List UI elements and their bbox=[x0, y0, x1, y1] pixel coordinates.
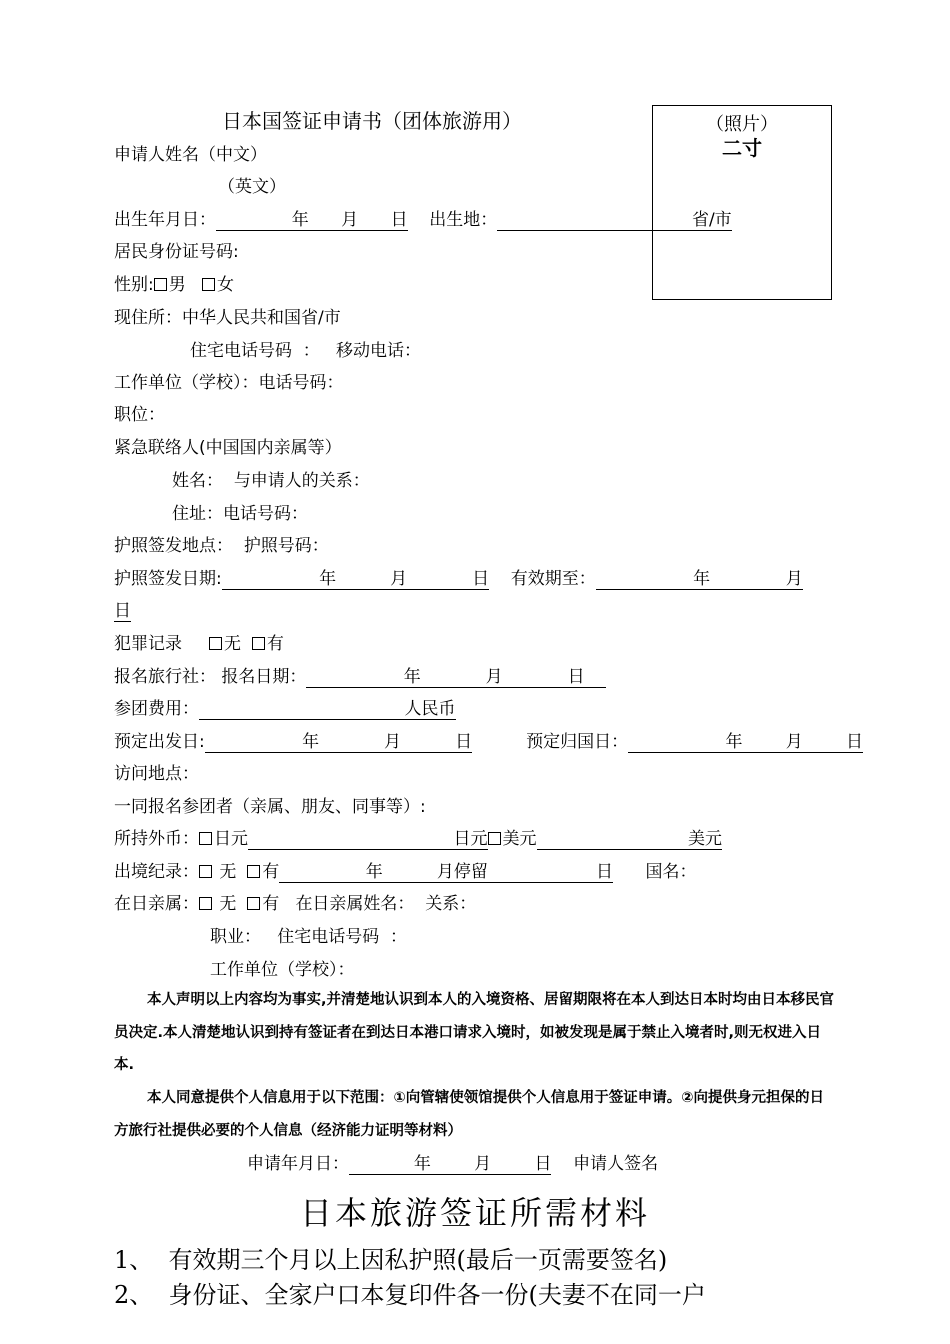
female-checkbox[interactable] bbox=[202, 278, 215, 291]
currency-row: 所持外币： 日元 日元 美元 美元 bbox=[114, 829, 722, 849]
address-field: 现住所：中华人民共和国省/市 bbox=[114, 308, 341, 328]
signature-row: 申请年月日： 年 月 日 申请人签名 bbox=[247, 1154, 659, 1174]
jpy-checkbox[interactable] bbox=[199, 832, 212, 845]
exit-none-checkbox[interactable] bbox=[199, 865, 212, 878]
materials-title: 日本旅游签证所需材料 bbox=[299, 1194, 650, 1232]
usd-underline: 美元 bbox=[537, 829, 722, 850]
apply-date-underline: 年 月 日 bbox=[306, 667, 606, 688]
photo-box bbox=[652, 105, 832, 300]
exit-record-row: 出境纪录： 无 有 年 月停留 日 国名： bbox=[114, 862, 697, 882]
agency-row: 报名旅行社： 报名日期： 年 月 日 bbox=[114, 666, 606, 688]
criminal-row: 犯罪记录 无 有 bbox=[114, 634, 284, 654]
sex-field: 性别: 男 女 bbox=[114, 275, 234, 295]
photo-size: 二寸 bbox=[722, 136, 762, 160]
name-en-field: （英文） bbox=[218, 177, 286, 197]
exit-underline: 年 月停留 日 bbox=[279, 862, 613, 883]
declaration-para2: 本人同意提供个人信息用于以下范围：①向管辖使领馆提供个人信息用于签证申请。②向提供身元担保的日方旅行社提供必要的个人信息（经济能力证明等材料） bbox=[114, 1090, 825, 1139]
name-cn-field: 申请人姓名（中文） bbox=[114, 145, 267, 165]
criminal-none-checkbox[interactable] bbox=[209, 637, 222, 650]
male-checkbox[interactable] bbox=[154, 278, 167, 291]
companions-field: 一同报名参团者（亲属、朋友、同事等）: bbox=[114, 797, 426, 817]
mobile-label: 移动电话： bbox=[336, 341, 422, 361]
valid-until-underline: 年 月 bbox=[596, 569, 803, 590]
id-number-field: 居民身份证号码: bbox=[114, 242, 239, 262]
position-field: 职位： bbox=[114, 405, 165, 425]
passport-row: 护照签发地点： 护照号码： bbox=[114, 536, 329, 556]
form-title: 日本国签证申请书（团体旅游用） bbox=[222, 109, 522, 133]
relatives-yes-checkbox[interactable] bbox=[247, 897, 260, 910]
dob-underline: 年 月 日 bbox=[216, 210, 408, 231]
employer-field: 工作单位（学校）：电话号码： bbox=[114, 373, 344, 393]
phone-row bbox=[190, 340, 421, 362]
valid-until-day: 日 bbox=[114, 601, 131, 621]
passport-issue-row: 护照签发日期: 年 月 日 有效期至： 年 月 bbox=[114, 569, 803, 589]
relatives-none-checkbox[interactable] bbox=[199, 897, 212, 910]
exit-yes-checkbox[interactable] bbox=[247, 865, 260, 878]
relative-occupation-row: 职业： 住宅电话号码 ： bbox=[210, 927, 408, 947]
materials-item: 1、 有效期三个月以上因私护照(最后一页需要签名) bbox=[114, 1246, 668, 1274]
criminal-yes-checkbox[interactable] bbox=[252, 637, 265, 650]
passport-issue-underline: 年 月 日 bbox=[222, 569, 489, 590]
fee-underline: 人民币 bbox=[199, 699, 456, 720]
usd-checkbox[interactable] bbox=[488, 832, 501, 845]
return-underline: 年 月 日 bbox=[628, 732, 863, 753]
birthplace-label: 出生地： bbox=[429, 210, 498, 230]
depart-underline: 年 月 日 bbox=[205, 732, 472, 753]
jpy-underline: 日元 bbox=[248, 829, 488, 850]
materials-item: 2、 身份证、全家户口本复印件各一份(夫妻不在同一户 bbox=[114, 1281, 706, 1309]
birthplace-underline: 省/市 bbox=[497, 210, 731, 231]
fee-row: 参团费用： 人民币 bbox=[114, 699, 456, 719]
dob-field: 出生年月日： 年 月 日 出生地： 省/市 bbox=[114, 210, 732, 230]
home-phone-label: 住宅电话号码 ： bbox=[190, 341, 320, 361]
relative-employer-row: 工作单位（学校）： bbox=[210, 960, 355, 980]
sign-date-underline: 年 月 日 bbox=[349, 1154, 551, 1175]
emergency-heading: 紧急联络人(中国国内亲属等） bbox=[114, 438, 342, 458]
visit-field: 访问地点： bbox=[114, 764, 199, 784]
relatives-row: 在日亲属： 无 有 在日亲属姓名： 关系： bbox=[114, 894, 477, 914]
emergency-name-row: 姓名： 与申请人的关系： bbox=[172, 471, 370, 491]
emergency-address-row: 住址：电话号码： bbox=[172, 504, 308, 524]
declaration-para1: 本人声明以上内容均为事实,并清楚地认识到本人的入境资格、居留期限将在本人到达日本时均由日本移民官员决定.本人清楚地认识到持有签证者在到达日本港口请求入境时，如被发现是属于禁止入境者时,则无权进入日本. bbox=[114, 992, 835, 1073]
travel-dates-row: 预定出发日: 年 月 日 预定归国日： 年 月 日 bbox=[114, 732, 864, 752]
photo-label: （照片） bbox=[706, 114, 778, 135]
